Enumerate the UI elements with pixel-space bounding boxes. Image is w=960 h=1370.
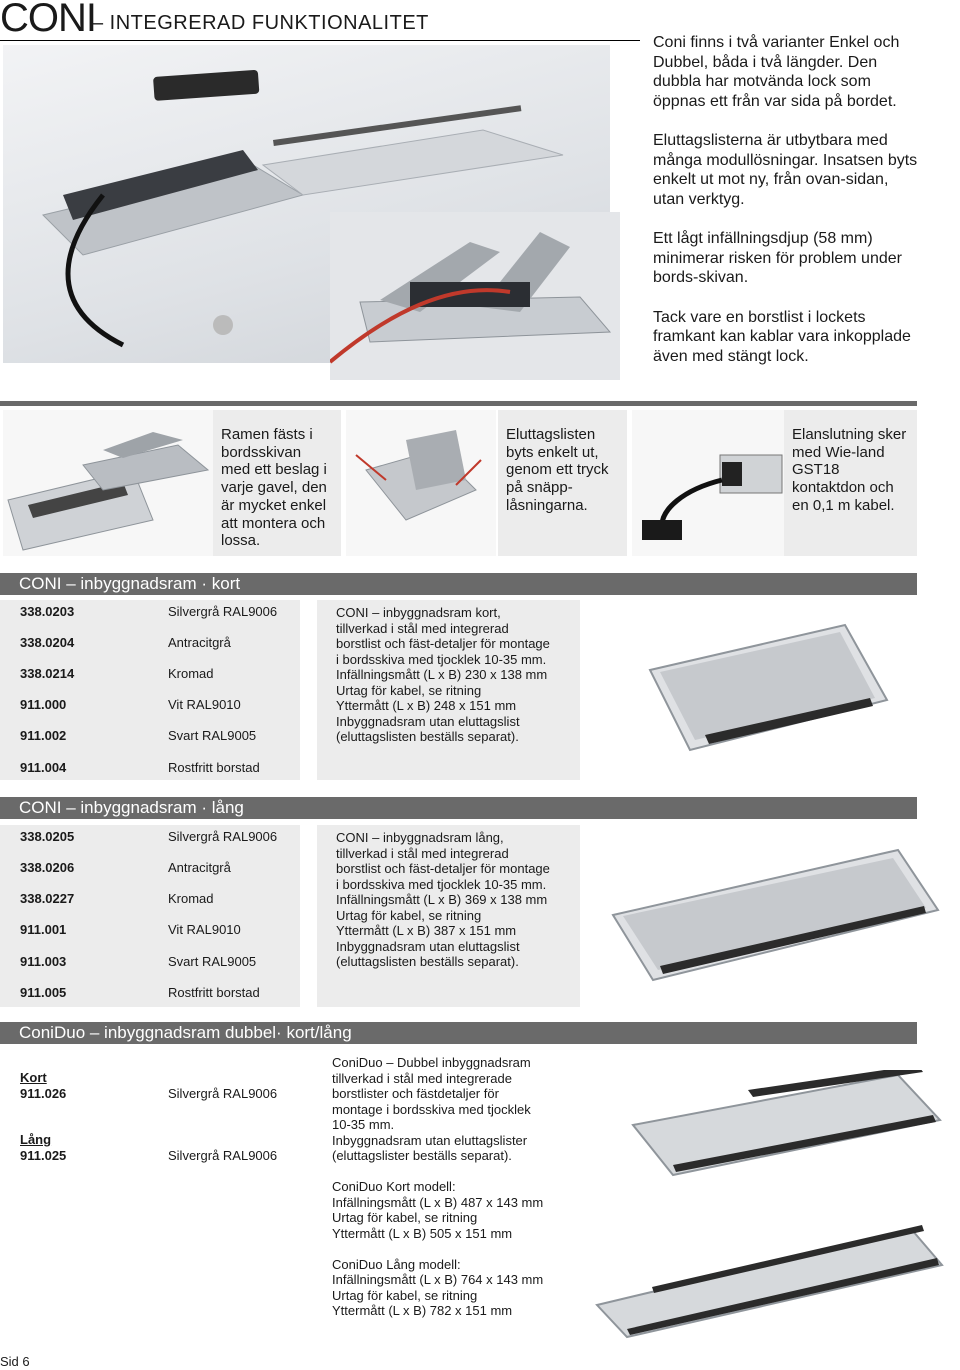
article-color: Silvergrå RAL9006: [168, 604, 278, 619]
article-color: Silvergrå RAL9006: [168, 829, 278, 844]
article-color: Rostfritt borstad: [168, 985, 260, 1000]
desc-line: CONI – inbyggnadsram lång,: [336, 830, 504, 845]
product-image-coniduo-lang: [592, 1225, 944, 1340]
product-photo-open: [330, 212, 620, 380]
page-header: [0, 0, 640, 40]
table-row: [20, 666, 290, 682]
desc-line: 10-35 mm.: [332, 1117, 395, 1132]
desc-line: montage i bordsskiva med tjocklek: [332, 1101, 531, 1117]
table-row: [20, 728, 290, 744]
desc-line: Inbyggnadsram utan eluttagslist: [336, 713, 520, 729]
desc-line: (eluttagslisten beställs separat).: [336, 729, 519, 744]
description-kort: [317, 600, 580, 780]
desc-line: Yttermått (L x B) 505 x 151 mm: [332, 1225, 513, 1241]
desc-line: borstlist och fäst-detaljer för montage: [336, 636, 550, 651]
feature-strip-bar: [0, 401, 917, 406]
table-row: [20, 985, 290, 1001]
desc-line: (eluttagslisten beställs separat).: [336, 954, 519, 969]
article-code: 338.0203: [20, 604, 75, 619]
desc-line: Infällningsmått (L x B) 487 x 143 mm: [332, 1194, 544, 1210]
desc-line: borstlister och fästdetaljer för: [332, 1086, 499, 1101]
table-row: [20, 860, 290, 876]
frame-lang-illustration: [608, 840, 943, 990]
desc-line: Urtag för kabel, se ritning: [332, 1210, 478, 1225]
article-color: Vit RAL9010: [168, 922, 241, 937]
intro-text: [653, 33, 923, 386]
article-color: Rostfritt borstad: [168, 760, 260, 775]
table-row: [20, 954, 290, 970]
article-code: 338.0204: [20, 635, 75, 650]
desc-line: ConiDuo – Dubbel inbyggnadsram: [332, 1055, 531, 1070]
feature-socket-text: Eluttagslisten byts enkelt ut, genom ett tryck på snäpp-låsningarna.: [506, 426, 609, 514]
desc-line: tillverkad i stål med integrerad: [336, 845, 509, 861]
desc-line: Infällningsmått (L x B) 230 x 138 mm: [336, 667, 548, 682]
feature-image-frame: [3, 410, 213, 556]
desc-line: borstlist och fäst-detaljer för montage: [336, 861, 550, 876]
article-color: Antracitgrå: [168, 635, 231, 650]
desc-line: i bordsskiva med tjocklek 10-35 mm.: [336, 651, 547, 667]
desc-line: Urtag för kabel, se ritning: [336, 907, 482, 923]
header-subtitle: – INTEGRERAD FUNKTIONALITET: [92, 12, 429, 34]
table-row: [20, 922, 290, 938]
desc-line: (eluttagslister beställs separat).: [332, 1148, 512, 1163]
section-header-lang: CONI – inbyggnadsram · lång: [0, 797, 917, 819]
article-color: Kromad: [168, 666, 214, 681]
table-row: [20, 635, 290, 651]
product-image-coniduo-kort: [628, 1070, 943, 1180]
intro-paragraph: Coni finns i två varianter Enkel och Dubbel, båda i två längder. Den dubbla har motvända lock som öppnas ett från var sida på bordet.: [653, 34, 900, 110]
code-list-kort: [0, 600, 300, 780]
desc-line: ConiDuo Kort modell:: [332, 1179, 456, 1194]
article-code: 338.0214: [20, 666, 75, 681]
desc-line: Infällningsmått (L x B) 764 x 143 mm: [332, 1272, 544, 1287]
article-code: 911.025: [20, 1148, 67, 1163]
desc-line: CONI – inbyggnadsram kort,: [336, 605, 501, 620]
feature-text-frame: [213, 410, 341, 556]
header-title: CONI: [0, 0, 96, 40]
coniduo-kort-illustration: [628, 1070, 943, 1180]
desc-line: Urtag för kabel, se ritning: [332, 1287, 478, 1303]
article-color: Svart RAL9005: [168, 728, 257, 743]
feature-text-connector: [784, 410, 917, 556]
open-unit-illustration: [330, 212, 620, 380]
coniduo-lang-illustration: [592, 1225, 944, 1340]
article-color: Kromad: [168, 891, 214, 906]
header-rule: [0, 40, 640, 41]
feature-image-connector: [632, 410, 784, 556]
page-number: Sid 6: [0, 1354, 30, 1369]
article-code: 911.026: [20, 1086, 67, 1101]
article-code: 338.0206: [20, 860, 75, 875]
table-row: [20, 604, 290, 620]
article-color: Svart RAL9005: [168, 954, 257, 969]
desc-line: ConiDuo Lång modell:: [332, 1256, 461, 1272]
article-code: 338.0227: [20, 891, 75, 906]
intro-paragraph: Ett lågt infällningsdjup (58 mm) minimerar risken för problem under bords-skivan.: [653, 230, 902, 286]
article-code: 911.003: [20, 954, 67, 969]
article-code: 911.005: [20, 985, 67, 1000]
article-code: 338.0205: [20, 829, 75, 844]
table-row: [20, 697, 290, 713]
product-image-kort: [645, 620, 890, 755]
article-color: Silvergrå RAL9006: [168, 1086, 278, 1101]
article-code: 911.001: [20, 922, 67, 937]
feature-image-socket: [346, 410, 496, 556]
desc-line: tillverkad i stål med integrerad: [336, 620, 509, 636]
product-image-lang: [608, 840, 943, 990]
desc-line: Yttermått (L x B) 782 x 151 mm: [332, 1303, 513, 1318]
feature-text-socket: [498, 410, 627, 556]
feature-connector-text: Elanslutning sker med Wie-land GST18 kontaktdon och en 0,1 m kabel.: [792, 426, 907, 514]
desc-line: tillverkad i stål med integrerade: [332, 1070, 512, 1086]
table-row: [20, 829, 290, 845]
article-color: Antracitgrå: [168, 860, 231, 875]
description-lang: [317, 825, 580, 1007]
description-coniduo: [332, 1055, 592, 1319]
intro-paragraph: Tack vare en borstlist i lockets framkant kan kablar vara inkopplade även med stängt lock.: [653, 308, 911, 365]
section-header-kort: CONI – inbyggnadsram · kort: [0, 573, 917, 595]
kort-label: Kort: [20, 1070, 47, 1085]
connector-illustration: [632, 410, 784, 556]
desc-line: Yttermått (L x B) 248 x 151 mm: [336, 698, 517, 713]
article-color: Vit RAL9010: [168, 697, 241, 712]
frame-kort-illustration: [645, 620, 890, 755]
table-row: [20, 760, 290, 776]
desc-line: Inbyggnadsram utan eluttagslister: [332, 1132, 528, 1148]
desc-line: Inbyggnadsram utan eluttagslist: [336, 938, 520, 954]
article-code: 911.000: [20, 697, 67, 712]
lang-label: Lång: [20, 1132, 52, 1147]
article-code: 911.002: [20, 728, 67, 743]
frame-illustration: [3, 410, 213, 556]
table-row: [20, 891, 290, 907]
code-list-lang: [0, 825, 300, 1007]
desc-line: i bordsskiva med tjocklek 10-35 mm.: [336, 876, 547, 892]
article-color: Silvergrå RAL9006: [168, 1148, 278, 1163]
feature-frame-text: Ramen fästs i bordsskivan med ett beslag i varje gavel, den är mycket enkel att montera och lossa.: [221, 426, 327, 550]
socket-illustration: [346, 410, 496, 556]
coniduo-codes: [0, 1050, 300, 1170]
desc-line: Urtag för kabel, se ritning: [336, 682, 482, 698]
desc-line: Yttermått (L x B) 387 x 151 mm: [336, 923, 517, 938]
article-code: 911.004: [20, 760, 67, 775]
intro-paragraph: Eluttagslisterna är utbytbara med många modullösningar. Insatsen byts enkelt ut mot ny, från ovan-sidan, utan verktyg.: [653, 132, 918, 208]
desc-line: Infällningsmått (L x B) 369 x 138 mm: [336, 892, 548, 907]
section-header-coniduo: ConiDuo – inbyggnadsram dubbel· kort/lång: [0, 1022, 917, 1044]
